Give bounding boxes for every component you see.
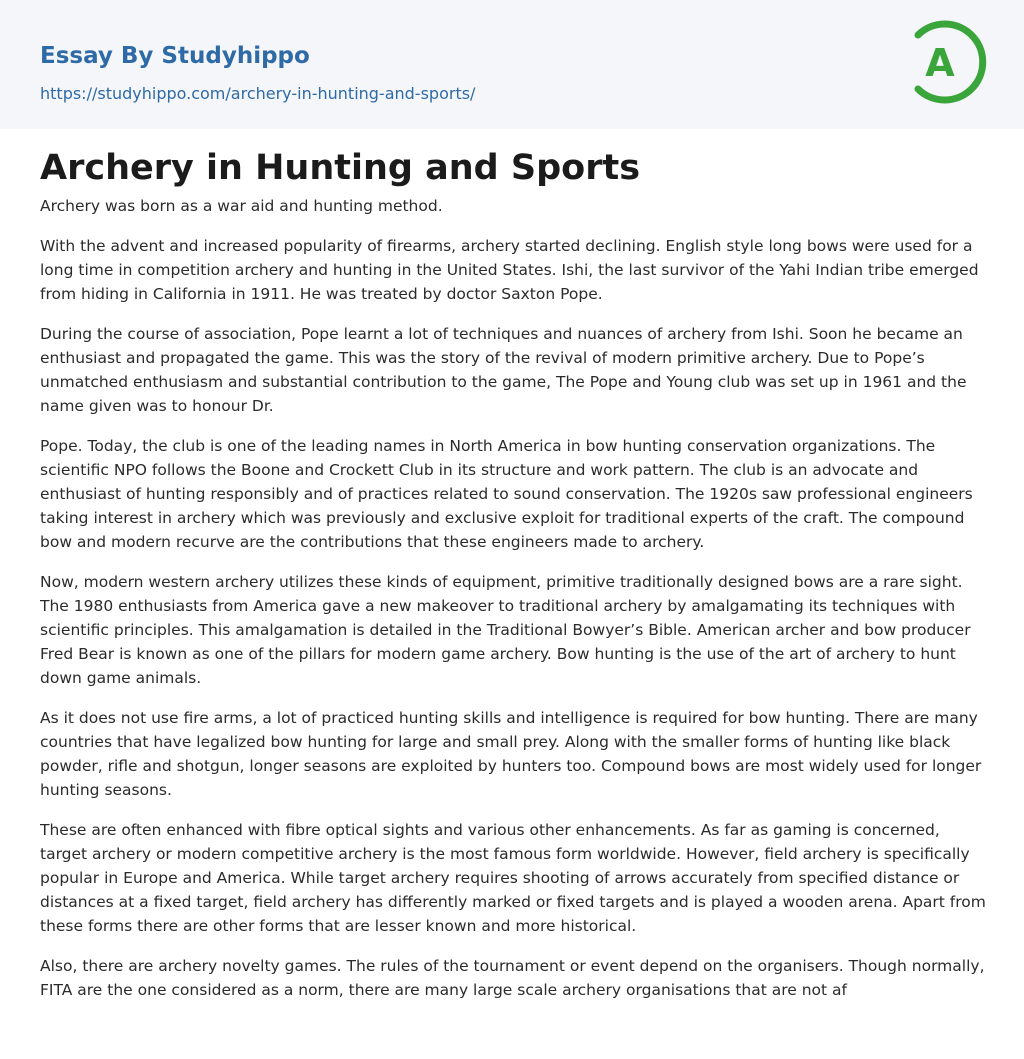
source-url-link[interactable]: https://studyhippo.com/archery-in-hunting-and-sports/: [40, 84, 476, 103]
page-header: [0, 0, 1024, 129]
studyhippo-logo[interactable]: [910, 18, 988, 106]
paragraph: Pope. Today, the club is one of the leading names in North America in bow hunting conservation organizations. The scientific NPO follows the Boone and Crockett Club in its structure and work pattern. The club is an advocate and enthusiast of hunting responsibly and of practices related to sound conservation. The 1920s saw professional engineers taking interest in archery which was previously and exclusive exploit for traditional experts of the craft. The compound bow and modern recurve are the contributions that these engineers made to archery.: [40, 437, 973, 551]
article-title: Archery in Hunting and Sports: [40, 148, 641, 188]
paragraph: During the course of association, Pope learnt a lot of techniques and nuances of archery from Ishi. Soon he became an enthusiast and propagated the game. This was the story of the revival of modern primitive archery. Due to Pope’s unmatched enthusiasm and substantial contribution to the game, The Pope and Young club was set up in 1961 and the name given was to honour Dr.: [40, 325, 967, 415]
paragraph: Archery was born as a war aid and hunting method.: [40, 197, 443, 215]
paragraph: Also, there are archery novelty games. The rules of the tournament or event depend on the organisers. Though normally, FITA are the one considered as a norm, there are many large scale archery organisations that are not af: [40, 957, 985, 999]
paragraph: Now, modern western archery utilizes these kinds of equipment, primitive traditionally designed bows are a rare sight. The 1980 enthusiasts from America gave a new makeover to traditional archery by amalgamating its techniques with scientific principles. This amalgamation is detailed in the Traditional Bowyer’s Bible. American archer and bow producer Fred Bear is known as one of the pillars for modern game archery. Bow hunting is the use of the art of archery to hunt down game animals.: [40, 573, 971, 687]
paragraph: As it does not use fire arms, a lot of practiced hunting skills and intelligence is required for bow hunting. There are many countries that have legalized bow hunting for large and small prey. Along with the smaller forms of hunting like black powder, rifle and shotgun, longer seasons are exploited by hunters too. Compound bows are most widely used for longer hunting seasons.: [40, 709, 982, 799]
article-body: [40, 194, 988, 1004]
brand-title: Essay By Studyhippo: [40, 43, 310, 69]
logo-letter: A: [925, 41, 955, 85]
paragraph: With the advent and increased popularity of firearms, archery started declining. English style long bows were used for a long time in competition archery and hunting in the United States. Ishi, the last survivor of the Yahi Indian tribe emerged from hiding in California in 1911. He was treated by doctor Saxton Pope.: [40, 237, 979, 303]
paragraph: These are often enhanced with fibre optical sights and various other enhancements. As far as gaming is concerned, target archery or modern competitive archery is the most famous form worldwide. However, field archery is specifically popular in Europe and America. While target archery requires shooting of arrows accurately from specified distance or distances at a fixed target, field archery has differently marked or fixed targets and is played a wooden arena. Apart from these forms there are other forms that are lesser known and more historical.: [40, 821, 986, 935]
logo-icon: [910, 18, 988, 106]
